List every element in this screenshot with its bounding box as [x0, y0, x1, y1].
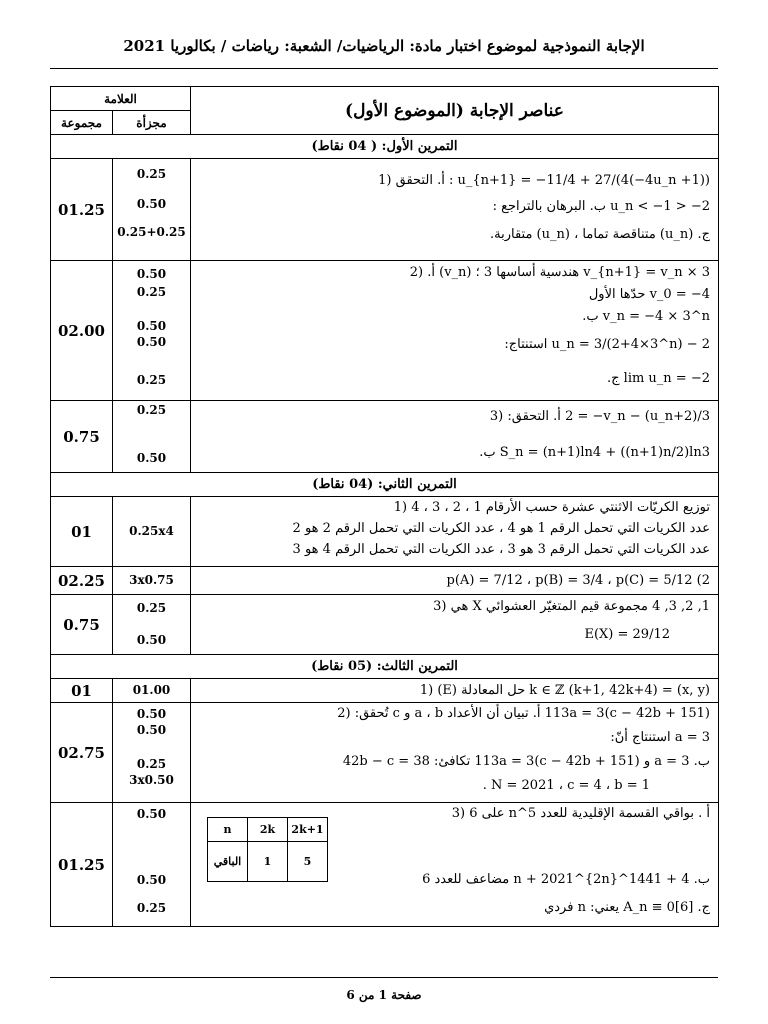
ex1-r2-line: u_n = 3/(2+4×3^n) − 2 استنتاج: — [504, 337, 710, 352]
ex3-title: التمرين الثالث: (05 نقاط) — [51, 655, 719, 679]
ex2-title: التمرين الثاني: (04 نقاط) — [51, 473, 719, 497]
ex3-r3-line: ج. A_n ≡ 0[6] يعني: n فردي — [544, 900, 710, 915]
total-header: مجموعة — [51, 111, 113, 135]
mini-cell: 2k+1 — [288, 818, 328, 842]
partial-header: مجزأة — [113, 111, 191, 135]
page-header: الإجابة النموذجية لموضوع اختبار مادة: الرياضيات/ الشعبة: رياضات / بكالوريا 2021 — [123, 37, 645, 55]
ex1-r2-line: v_0 = −4 حدّها الأول — [588, 287, 710, 302]
mini-cell: 2k — [248, 818, 288, 842]
ex2-r1-line: توزيع الكريّات الاثنتي عشرة حسب الأرقام 1 ، 2 ، 3 ، 4 (1 — [393, 500, 710, 515]
ex3-r1-line: (x, y) = (k+1, 42k+4) k ∈ ℤ حل المعادلة (E) (1 — [419, 683, 710, 698]
remainders-table — [207, 817, 328, 882]
ex1-r2-line: v_n = −4 × 3^n ب. — [582, 309, 710, 324]
ex1-r1-total: 01.25 — [51, 159, 113, 261]
ex3-r2-line: ب. a = 3 و 113a = 3(c − 42b + 151) تكافئ: 42b − c = 38 — [342, 754, 710, 769]
ex2-r3-line: 1, 2, 3, 4 مجموعة قيم المتغيّر العشوائي X هي (3 — [433, 599, 710, 614]
ex2-r2-total: 02.25 — [51, 567, 113, 595]
ex1-r2-total: 02.00 — [51, 261, 113, 401]
ex1-r1-line: u_n < −1 > −2 ب. البرهان بالتراجع : — [492, 199, 710, 214]
header-rule — [50, 68, 718, 69]
ex3-r2-total: 02.75 — [51, 703, 113, 803]
ex3-r3-line: أ . بواقي القسمة الإقليدية للعدد 5^n على 6 (3 — [451, 806, 710, 821]
ex1-r1-line: u_{n+1} = −11/4 + 27/(4(−4u_n +1)) : أ. التحقق (1 — [378, 173, 710, 188]
ex2-r1-total: 01 — [51, 497, 113, 567]
ex1-r2-line: v_{n+1} = v_n × 3 هندسية أساسها 3 ؛ (v_n) أ. (2 — [409, 265, 710, 280]
footer-rule — [50, 977, 718, 978]
ex1-title: التمرين الأول: ( 04 نقاط) — [51, 135, 719, 159]
ex1-r1-line: ج. (u_n) متناقصة تماما ، (u_n) متقاربة. — [490, 227, 710, 242]
ex3-r3-total: 01.25 — [51, 803, 113, 927]
ex1-r3-total: 0.75 — [51, 401, 113, 473]
ex2-r1-line: عدد الكريات التي تحمل الرقم 3 هو 3 ، عدد الكريات التي تحمل الرقم 4 هو 3 — [292, 542, 710, 557]
mini-cell: n — [208, 818, 248, 842]
ex1-r2-line: lim u_n = −2 ج. — [607, 371, 710, 386]
ex2-r1-line: عدد الكريات التي تحمل الرقم 1 هو 4 ، عدد الكريات التي تحمل الرقم 2 هو 2 — [292, 521, 710, 536]
ex3-r3-line: ب. 4 + 1441^n + 2021^{2n} مضاعف للعدد 6 — [422, 872, 710, 887]
answer-table: العلامة عناصر الإجابة (الموضوع الأول) مجموعة مجزأة التمرين الأول: ( 04 نقاط) 01.25 0.25 0.50 0.25+0.25 u_{n+1} = −11/4 + 27/(4(−4u_n +1)) : أ. التحقق (1 u_n < −1 > −2 ب. البرهان بالتراجع : ج. (u_n) متناقصة تماما ، (u_n) متقاربة. 02.00 0.50 0.25 0.50 0.50 0.25 v_{n+1} = v_n × 3 هندسية أساسها 3 ؛ (v_n) أ. (2 v_0 = −4 حدّها الأول v_n = −4 × 3^n ب. u_n = 3/(2+4×3^n) − 2 استنتاج: lim u_n = −2 ج. 0.75 0.25 0.50 3/(u_n+2) − 2 = −v_n أ. التحقق: (3 S_n = (n+1)ln4 + ((n+1)n/2)ln3 ب. التمرين الثاني: (04 نقاط) 01 0.25x4 توزيع الكريّات الاثنتي عشرة حسب الأرقام 1 ، 2 ، 3 ، 4 (1 عدد الكريات التي تحمل الرقم 1 هو 4 ، عدد الكريات التي تحمل الرقم 2 هو 2 عدد الكريات التي تحمل الرقم 3 هو 3 ، عدد الكريات التي تحمل الرقم 4 هو 3 02.25 3x0.75 p(A) = 7/12 ، p(B) = 3/4 ، p(C) = 5/12 (2 0.75 0.25 0.50 1, 2, 3, 4 مجموعة قيم المتغيّر العشوائي X هي (3 E(X) = 29/12 التمرين الثالث: (05 نقاط) 01 01.00 (x, y) = (k+1, 42k+4) k ∈ ℤ حل المعادلة (E) (1 02.75 0.50 0.50 0.25 3x0.50 113a = 3(c − 42b + 151) أ. تبيان أن الأعداد a ، b و c تُحقق: (2 a = 3 استنتاج أنّ: ب. a = 3 و 113a = 3(c − 42b + 151) تكافئ: 42b − c = 38 N = 2021 ، c = 4 ، b = 1 . 01.25 0.50 0.50 0.25 أ . بواقي القسمة الإقليدية للعدد 5^n على 6 (3 ب. 4 + 1441^n + 2021^{2n} مضاعف للعدد 6 ج. A_n ≡ 0[6] يعني: n فردي n 2k 2k+1 الباقي 1 5 — [50, 86, 719, 927]
ex3-r2-line: 113a = 3(c − 42b + 151) أ. تبيان أن الأعداد a ، b و c تُحقق: (2 — [337, 706, 710, 721]
table-title: عناصر الإجابة (الموضوع الأول) — [191, 87, 719, 135]
ex1-r3-line: S_n = (n+1)ln4 + ((n+1)n/2)ln3 ب. — [479, 445, 710, 460]
ex2-r2-line: p(A) = 7/12 ، p(B) = 3/4 ، p(C) = 5/12 (2 — [446, 573, 710, 588]
ex2-r3-line: E(X) = 29/12 — [584, 627, 670, 642]
ex1-r3-line: 3/(u_n+2) − 2 = −v_n أ. التحقق: (3 — [489, 409, 710, 424]
ex3-r2-line: a = 3 استنتاج أنّ: — [610, 730, 710, 745]
mini-cell: الباقي — [208, 842, 248, 882]
mini-cell: 5 — [288, 842, 328, 882]
mini-cell: 1 — [248, 842, 288, 882]
page-footer: صفحة 1 من 6 — [346, 988, 422, 1002]
ex3-r1-total: 01 — [51, 679, 113, 703]
marks-header: العلامة — [51, 87, 191, 111]
ex2-r3-total: 0.75 — [51, 595, 113, 655]
ex3-r2-line: N = 2021 ، c = 4 ، b = 1 . — [482, 778, 650, 793]
